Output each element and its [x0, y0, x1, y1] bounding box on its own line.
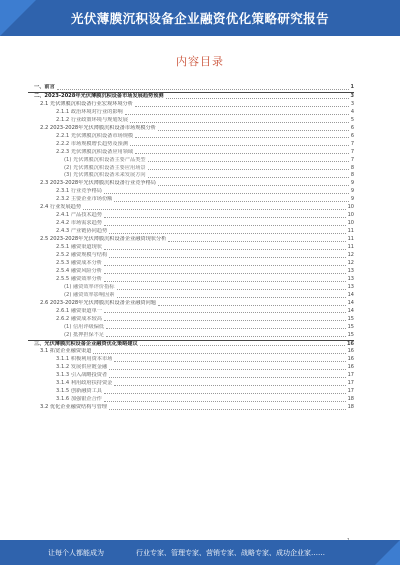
toc-entry-title: 二、2023-2028年光伏薄膜沉积设备市场发展趋势预测 — [34, 92, 164, 99]
toc-entry-title: 2.4.1 产品技术趋势 — [56, 212, 102, 219]
toc-leader-dots — [104, 401, 346, 402]
toc-entry-title: 2.5.4 融资风险分析 — [56, 267, 102, 274]
toc-entry-title: 2.4.3 产业链协同趋势 — [56, 228, 108, 235]
toc-entry-page: 8 — [350, 164, 354, 171]
toc-entry-title: 3.1.1 积极利用资本市场 — [56, 356, 113, 363]
toc-entry[interactable] — [28, 141, 354, 149]
toc-leader-dots — [117, 297, 346, 298]
toc-leader-dots — [148, 169, 349, 170]
toc-leader-dots — [117, 289, 346, 290]
toc-entry-page: 18 — [347, 396, 354, 403]
toc-entry[interactable] — [28, 93, 354, 101]
toc-leader-dots — [104, 320, 346, 321]
toc-entry-title: (1) 融资效率评价指标 — [64, 283, 115, 290]
toc-entry[interactable] — [28, 188, 354, 196]
toc-entry-page: 11 — [347, 244, 354, 251]
toc-entry[interactable] — [28, 133, 354, 141]
toc-entry-page: 10 — [347, 212, 354, 219]
toc-heading: 内容目录 — [176, 55, 224, 68]
toc-leader-dots — [104, 217, 346, 218]
toc-entry[interactable] — [28, 244, 354, 252]
toc-leader-dots — [114, 385, 345, 386]
toc-entry-title: 3.2 优化企业融资结构与管理 — [40, 404, 107, 411]
toc-entry-title: 2.4 行业发展趋势 — [40, 204, 82, 211]
toc-entry-title: (1) 光伏薄膜沉积设备主要产品类型 — [64, 156, 146, 163]
toc-entry-page: 10 — [347, 204, 354, 211]
toc-entry-page: 14 — [347, 299, 354, 306]
toc-entry-title: 2.2.2 市场规模增长趋势及预测 — [56, 140, 128, 147]
toc-entry-title: 2.2.1 光伏薄膜沉积设备市场规模 — [56, 132, 134, 139]
toc-entry[interactable] — [28, 260, 354, 268]
toc-entry[interactable] — [28, 292, 354, 300]
toc-entry-title: (2) 融资效率影响因素 — [64, 291, 115, 298]
toc-leader-dots — [109, 257, 345, 258]
toc-leader-dots — [158, 305, 346, 306]
toc-entry[interactable] — [28, 157, 354, 165]
toc-entry[interactable] — [28, 109, 354, 117]
toc-entry[interactable] — [28, 308, 354, 316]
toc-entry-title: 2.3.1 行业竞争格局 — [56, 188, 102, 195]
toc-leader-dots — [93, 353, 345, 354]
toc-entry-page: 7 — [350, 140, 354, 147]
toc-entry[interactable] — [28, 348, 354, 356]
toc-entry-title: 2.5.2 融资规模与结构 — [56, 252, 108, 259]
toc-leader-dots — [114, 361, 345, 362]
toc-leader-dots — [135, 137, 349, 138]
toc-leader-dots — [106, 328, 346, 329]
toc-entry[interactable] — [28, 252, 354, 260]
toc-entry-page: 15 — [347, 331, 354, 338]
report-footer — [0, 540, 400, 565]
toc-entry[interactable] — [28, 117, 354, 125]
toc-leader-dots — [130, 145, 349, 146]
toc-entry[interactable] — [28, 332, 354, 341]
toc-leader-dots — [104, 193, 349, 194]
toc-entry-page: 3 — [350, 100, 354, 107]
toc-entry-page: 15 — [347, 323, 354, 330]
toc-entry-page: 17 — [347, 372, 354, 379]
toc-entry-page: 9 — [350, 196, 354, 203]
toc-leader-dots — [109, 233, 345, 234]
toc-entry[interactable] — [28, 380, 354, 388]
report-title: 光伏薄膜沉积设备企业融资优化策略研究报告 — [70, 11, 329, 26]
toc-entry-page: 17 — [347, 388, 354, 395]
toc-entry-page: 6 — [350, 124, 354, 131]
toc-leader-dots — [166, 98, 349, 99]
toc-leader-dots — [109, 369, 345, 370]
toc-entry-page: 3 — [350, 92, 354, 99]
toc-entry-title: 一、前言 — [34, 84, 55, 90]
toc-leader-dots — [106, 336, 346, 337]
toc-entry-page: 14 — [347, 307, 354, 314]
toc-entry-title: 2.5 2023-2028年光伏薄膜沉积设备企业融资现状分析 — [40, 236, 167, 243]
toc-entry-title: 3.1.4 利用政府扶持资金 — [56, 380, 113, 387]
toc-leader-dots — [104, 225, 346, 226]
toc-leader-dots — [104, 281, 346, 282]
toc-entry[interactable] — [28, 268, 354, 276]
toc-entry[interactable] — [28, 324, 354, 332]
toc-entry-page: 11 — [347, 228, 354, 235]
toc-entry-page: 7 — [350, 148, 354, 155]
toc-leader-dots — [130, 122, 349, 123]
toc-entry-title: 2.6 2023-2028年光伏薄膜沉积设备企业融资问题 — [40, 299, 156, 306]
toc-entry-page: 9 — [350, 180, 354, 187]
footer-corner-decoration — [375, 540, 400, 565]
toc-entry-page: 15 — [347, 315, 354, 322]
toc-leader-dots — [148, 177, 349, 178]
toc-entry-title: 2.5.1 融资渠道现状 — [56, 244, 102, 251]
toc-entry[interactable] — [28, 172, 354, 180]
toc-entry-page: 12 — [347, 252, 354, 259]
toc-entry-title: 2.6.1 融资渠道单一 — [56, 307, 102, 314]
toc-entry-page: 10 — [347, 220, 354, 227]
toc-entry[interactable] — [28, 84, 354, 93]
toc-leader-dots — [114, 201, 348, 202]
toc-entry[interactable] — [28, 300, 354, 308]
toc-entry[interactable] — [28, 204, 354, 212]
toc-entry[interactable] — [28, 220, 354, 228]
toc-entry-title: 3.1.3 引入战略投资者 — [56, 372, 108, 379]
toc-entry[interactable] — [28, 404, 354, 412]
toc-entry-title: 3.1 拓宽企业融资渠道 — [40, 348, 92, 355]
toc-entry[interactable] — [28, 101, 354, 109]
toc-entry-title: 3.1.5 创新融资工具 — [56, 388, 102, 395]
toc-entry-page: 7 — [350, 156, 354, 163]
toc-entry-page: 16 — [347, 340, 354, 347]
toc-entry-page: 4 — [350, 108, 354, 115]
toc-leader-dots — [135, 153, 349, 154]
toc-entry-title: (3) 光伏薄膜沉积设备未来发展方向 — [64, 172, 146, 179]
toc-entry-page: 18 — [347, 404, 354, 411]
toc-entry[interactable] — [28, 316, 354, 324]
toc-leader-dots — [83, 209, 346, 210]
toc-entry-title: 2.3.2 主要企业市场份额 — [56, 196, 113, 203]
toc-entry-page: 8 — [350, 172, 354, 179]
toc-entry-page: 11 — [347, 236, 354, 243]
toc-entry[interactable] — [28, 356, 354, 364]
toc-entry-title: 3.1.2 发展供应链金融 — [56, 364, 108, 371]
toc-leader-dots — [140, 345, 345, 346]
toc-entry-title: 2.6.2 融资成本较高 — [56, 315, 102, 322]
toc-leader-dots — [158, 130, 349, 131]
toc-entry-page: 1 — [350, 84, 354, 90]
toc-leader-dots — [109, 409, 346, 410]
toc-entry-page: 14 — [347, 291, 354, 298]
toc-entry-title: (2) 抵押担保不足 — [64, 331, 105, 338]
toc-entry-page: 16 — [347, 348, 354, 355]
toc-entry[interactable] — [28, 284, 354, 292]
toc-entry-title: (2) 光伏薄膜沉积设备主要应用场景 — [64, 164, 146, 171]
toc-entry[interactable] — [28, 212, 354, 220]
toc-entry-page: 13 — [347, 283, 354, 290]
footer-slogan: 让每个人都能成为 — [48, 548, 104, 557]
toc-entry-title: 2.1.2 行业政策环境与规划发展 — [56, 116, 128, 123]
toc-entry-page: 12 — [347, 259, 354, 266]
toc-entry[interactable] — [28, 165, 354, 173]
toc-entry-title: 2.2.3 光伏薄膜沉积设备应用领域 — [56, 148, 134, 155]
toc-leader-dots — [104, 273, 346, 274]
toc-entry-page: 17 — [347, 380, 354, 387]
toc-entry[interactable] — [28, 388, 354, 396]
toc-entry[interactable] — [28, 364, 354, 372]
toc-leader-dots — [104, 312, 346, 313]
toc-leader-dots — [168, 241, 345, 242]
toc-entry[interactable] — [28, 180, 354, 188]
toc-entry[interactable] — [28, 196, 354, 204]
toc-entry-title: 2.1.1 政治环境对行业的影响 — [56, 108, 123, 115]
toc-entry-title: 2.2 2023-2028年光伏薄膜沉积设备市场规模分析 — [40, 124, 156, 131]
toc-entry-title: 三、光伏薄膜沉积设备企业融资优化策略建议 — [34, 340, 138, 347]
toc-leader-dots — [104, 265, 346, 266]
toc-entry-title: 2.5.3 融资成本分析 — [56, 259, 102, 266]
toc-leader-dots — [148, 161, 349, 162]
toc-entry-title: 2.5.5 融资效率分析 — [56, 275, 102, 282]
toc-entry-title: 2.4.2 市场需求趋势 — [56, 220, 102, 227]
toc-entry-page: 6 — [350, 132, 354, 139]
toc-list — [28, 84, 354, 412]
toc-entry-page: 16 — [347, 364, 354, 371]
toc-entry[interactable] — [28, 372, 354, 380]
footer-tagline: 行业专家、管理专家、营销专家、战略专家、成功企业家…… — [136, 548, 325, 557]
toc-leader-dots — [57, 89, 349, 90]
toc-entry[interactable] — [28, 276, 354, 284]
toc-entry-page: 16 — [347, 356, 354, 363]
toc-leader-dots — [104, 249, 346, 250]
toc-leader-dots — [158, 185, 349, 186]
toc-entry-page: 13 — [347, 267, 354, 274]
toc-entry-title: 2.1 光伏薄膜沉积设备行业宏观环境分析 — [40, 100, 133, 107]
report-header — [0, 0, 400, 36]
toc-entry-page: 9 — [350, 188, 354, 195]
toc-leader-dots — [109, 377, 345, 378]
toc-entry[interactable] — [28, 396, 354, 404]
toc-leader-dots — [135, 106, 349, 107]
toc-entry[interactable] — [28, 341, 354, 349]
toc-entry-title: 2.3 2023-2028年光伏薄膜沉积设备行业竞争格局 — [40, 180, 156, 187]
toc-leader-dots — [104, 393, 346, 394]
toc-entry-page: 13 — [347, 275, 354, 282]
toc-entry[interactable] — [28, 228, 354, 236]
toc-entry[interactable] — [28, 236, 354, 244]
toc-entry-page: 5 — [350, 116, 354, 123]
toc-entry-title: 3.1.6 加强银企合作 — [56, 396, 102, 403]
toc-leader-dots — [125, 114, 349, 115]
toc-entry[interactable] — [28, 125, 354, 133]
header-corner-decoration — [0, 0, 36, 36]
toc-entry-title: (1) 信用评级偏低 — [64, 323, 105, 330]
toc-entry[interactable] — [28, 149, 354, 157]
